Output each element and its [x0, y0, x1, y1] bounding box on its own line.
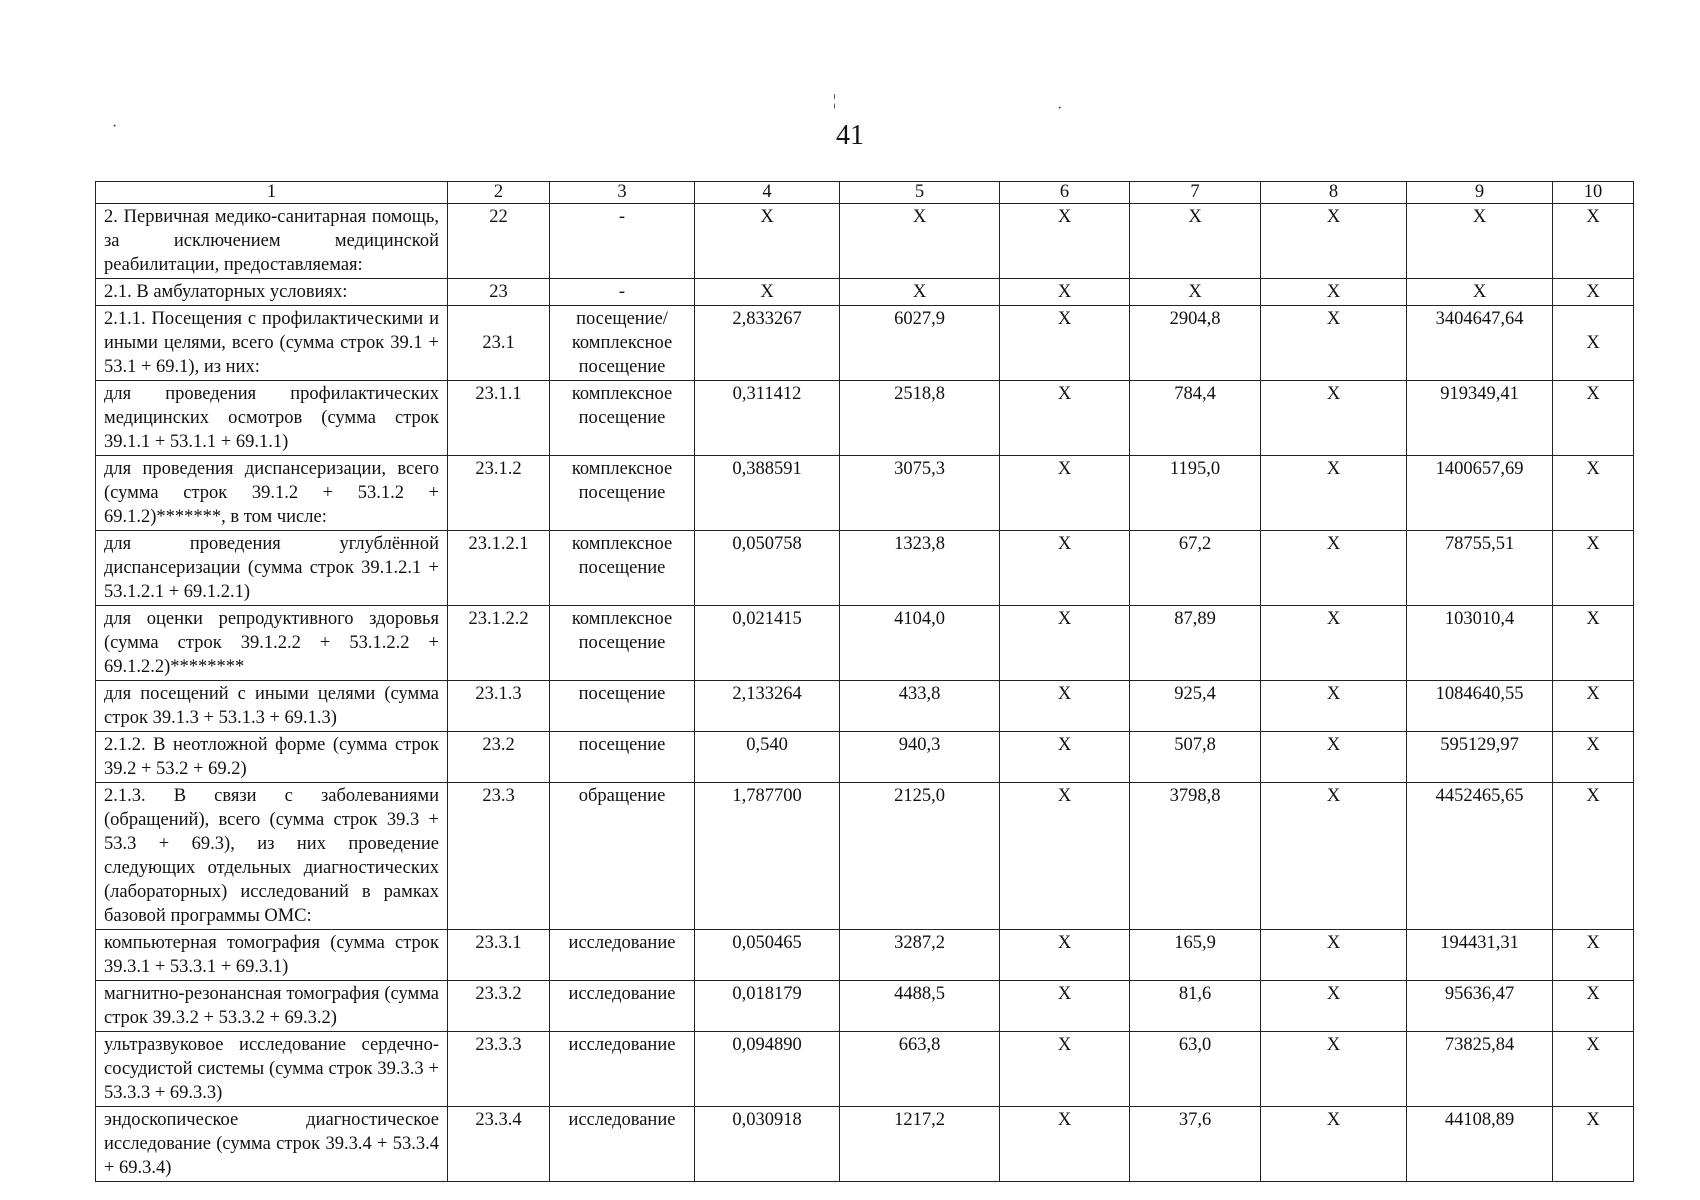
cell-col4: 0,388591	[695, 456, 840, 531]
row-unit: исследование	[550, 1107, 695, 1182]
cell-col7: 165,9	[1130, 930, 1261, 981]
cell-col6: X	[1000, 681, 1130, 732]
row-unit: исследование	[550, 1032, 695, 1107]
cell-col7: 63,0	[1130, 1032, 1261, 1107]
cell-col10: X	[1553, 732, 1634, 783]
cell-col4: 2,833267	[695, 306, 840, 381]
cell-col10: X	[1553, 681, 1634, 732]
cell-col4: 2,133264	[695, 681, 840, 732]
row-code: 23.1.1	[448, 381, 550, 456]
cell-col9: 595129,97	[1407, 732, 1553, 783]
medical-care-volume-table	[95, 181, 1634, 1182]
row-code: 23.3.3	[448, 1032, 550, 1107]
cell-col7: 37,6	[1130, 1107, 1261, 1182]
cell-col8: X	[1261, 306, 1407, 381]
table-row	[96, 279, 1634, 306]
row-unit: посещение	[550, 681, 695, 732]
cell-col6: X	[1000, 930, 1130, 981]
row-code: 23.3.4	[448, 1107, 550, 1182]
cell-col6: X	[1000, 381, 1130, 456]
row-code: 23.1.3	[448, 681, 550, 732]
cell-col9: 919349,41	[1407, 381, 1553, 456]
cell-col7: 1195,0	[1130, 456, 1261, 531]
cell-col8: X	[1261, 606, 1407, 681]
row-unit: исследование	[550, 981, 695, 1032]
cell-col7: 507,8	[1130, 732, 1261, 783]
cell-col10: X	[1553, 1032, 1634, 1107]
cell-col7: 87,89	[1130, 606, 1261, 681]
scan-mark: ¦	[833, 92, 837, 109]
cell-col5: 4488,5	[840, 981, 1000, 1032]
cell-col4: 0,311412	[695, 381, 840, 456]
cell-col8: X	[1261, 930, 1407, 981]
row-unit: посещение/ комплексное посещение	[550, 306, 695, 381]
cell-col6: X	[1000, 531, 1130, 606]
row-name: магнитно-резонансная томография (сумма строк 39.3.2 + 53.3.2 + 69.3.2)	[96, 981, 448, 1032]
cell-col7: X	[1130, 204, 1261, 279]
table-row	[96, 1107, 1634, 1182]
cell-col10: X	[1553, 531, 1634, 606]
table-row	[96, 306, 1634, 381]
column-number: 10	[1553, 182, 1634, 204]
cell-col9: 103010,4	[1407, 606, 1553, 681]
cell-col10: X	[1553, 930, 1634, 981]
cell-col10: X	[1553, 279, 1634, 306]
row-name: 2.1.3. В связи с заболеваниями (обращений), всего (сумма строк 39.3 + 53.3 + 69.3), из них проведение следующих отдельных диагностических (лабораторных) исследований в рамках базовой программы ОМС:	[96, 783, 448, 930]
cell-col5: 2518,8	[840, 381, 1000, 456]
cell-col4: 1,787700	[695, 783, 840, 930]
cell-col4: X	[695, 279, 840, 306]
cell-col10: X	[1553, 783, 1634, 930]
cell-col6: X	[1000, 279, 1130, 306]
cell-col7: 67,2	[1130, 531, 1261, 606]
cell-col7: 925,4	[1130, 681, 1261, 732]
cell-col5: 4104,0	[840, 606, 1000, 681]
table-row	[96, 681, 1634, 732]
cell-col9: X	[1407, 204, 1553, 279]
row-unit: комплексное посещение	[550, 456, 695, 531]
table-row	[96, 732, 1634, 783]
table-row	[96, 930, 1634, 981]
cell-col6: X	[1000, 306, 1130, 381]
row-unit: обращение	[550, 783, 695, 930]
table-row	[96, 981, 1634, 1032]
cell-col10: X	[1553, 204, 1634, 279]
cell-col10: X	[1553, 606, 1634, 681]
cell-col6: X	[1000, 783, 1130, 930]
cell-col7: 2904,8	[1130, 306, 1261, 381]
cell-col10: X	[1553, 981, 1634, 1032]
cell-col8: X	[1261, 681, 1407, 732]
row-code: 23.1	[448, 306, 550, 381]
cell-col10: X	[1553, 456, 1634, 531]
cell-col8: X	[1261, 1032, 1407, 1107]
cell-col4: 0,094890	[695, 1032, 840, 1107]
cell-col7: 3798,8	[1130, 783, 1261, 930]
row-unit: посещение	[550, 732, 695, 783]
column-number: 9	[1407, 182, 1553, 204]
cell-col7: 784,4	[1130, 381, 1261, 456]
cell-col6: X	[1000, 1107, 1130, 1182]
row-name: 2. Первичная медико-санитарная помощь, за исключением медицинской реабилитации, предоставляемая:	[96, 204, 448, 279]
row-name: 2.1.1. Посещения с профилактическими и иными целями, всего (сумма строк 39.1 + 53.1 + 69.1), из них:	[96, 306, 448, 381]
scan-mark: ·	[112, 118, 118, 135]
row-name: компьютерная томография (сумма строк 39.3.1 + 53.3.1 + 69.3.1)	[96, 930, 448, 981]
cell-col9: 78755,51	[1407, 531, 1553, 606]
row-code: 23.1.2.1	[448, 531, 550, 606]
cell-col9: 95636,47	[1407, 981, 1553, 1032]
row-unit: комплексное посещение	[550, 381, 695, 456]
row-name: для проведения профилактических медицинских осмотров (сумма строк 39.1.1 + 53.1.1 + 69.1.1)	[96, 381, 448, 456]
table-row	[96, 531, 1634, 606]
row-code: 23.1.2.2	[448, 606, 550, 681]
column-number: 6	[1000, 182, 1130, 204]
table-row	[96, 1032, 1634, 1107]
table-row	[96, 204, 1634, 279]
row-code: 23.2	[448, 732, 550, 783]
column-number-row	[96, 182, 1634, 204]
cell-col5: 3287,2	[840, 930, 1000, 981]
column-number: 2	[448, 182, 550, 204]
cell-col5: 1217,2	[840, 1107, 1000, 1182]
cell-col5: 3075,3	[840, 456, 1000, 531]
cell-col5: 663,8	[840, 1032, 1000, 1107]
cell-col4: X	[695, 204, 840, 279]
cell-col9: 3404647,64	[1407, 306, 1553, 381]
cell-col8: X	[1261, 1107, 1407, 1182]
row-name: эндоскопическое диагностическое исследование (сумма строк 39.3.4 + 53.3.4 + 69.3.4)	[96, 1107, 448, 1182]
row-code: 23.3	[448, 783, 550, 930]
cell-col8: X	[1261, 456, 1407, 531]
cell-col8: X	[1261, 204, 1407, 279]
cell-col5: 2125,0	[840, 783, 1000, 930]
cell-col6: X	[1000, 732, 1130, 783]
cell-col10: X	[1553, 306, 1634, 381]
cell-col5: 433,8	[840, 681, 1000, 732]
cell-col6: X	[1000, 456, 1130, 531]
cell-col9: 194431,31	[1407, 930, 1553, 981]
row-name: 2.1.2. В неотложной форме (сумма строк 39.2 + 53.2 + 69.2)	[96, 732, 448, 783]
cell-col9: 44108,89	[1407, 1107, 1553, 1182]
row-name: ультразвуковое исследование сердечно-сосудистой системы (сумма строк 39.3.3 + 53.3.3 + 69.3.3)	[96, 1032, 448, 1107]
column-number: 5	[840, 182, 1000, 204]
cell-col6: X	[1000, 1032, 1130, 1107]
cell-col9: X	[1407, 279, 1553, 306]
cell-col4: 0,050465	[695, 930, 840, 981]
cell-col5: X	[840, 279, 1000, 306]
row-name: для посещений с иными целями (сумма строк 39.1.3 + 53.1.3 + 69.1.3)	[96, 681, 448, 732]
cell-col5: 1323,8	[840, 531, 1000, 606]
cell-col8: X	[1261, 981, 1407, 1032]
cell-col9: 1400657,69	[1407, 456, 1553, 531]
row-unit: -	[550, 279, 695, 306]
row-unit: исследование	[550, 930, 695, 981]
cell-col4: 0,030918	[695, 1107, 840, 1182]
cell-col5: X	[840, 204, 1000, 279]
row-unit: комплексное посещение	[550, 531, 695, 606]
cell-col6: X	[1000, 606, 1130, 681]
row-name: для проведения диспансеризации, всего (сумма строк 39.1.2 + 53.1.2 + 69.1.2)*******, в том числе:	[96, 456, 448, 531]
cell-col10: X	[1553, 1107, 1634, 1182]
cell-col6: X	[1000, 204, 1130, 279]
cell-col9: 1084640,55	[1407, 681, 1553, 732]
cell-col5: 6027,9	[840, 306, 1000, 381]
table-row	[96, 606, 1634, 681]
cell-col8: X	[1261, 279, 1407, 306]
row-name: для оценки репродуктивного здоровья (сумма строк 39.1.2.2 + 53.1.2.2 + 69.1.2.2)********	[96, 606, 448, 681]
row-code: 22	[448, 204, 550, 279]
cell-col7: X	[1130, 279, 1261, 306]
row-code: 23.1.2	[448, 456, 550, 531]
row-code: 23	[448, 279, 550, 306]
column-number: 8	[1261, 182, 1407, 204]
cell-col4: 0,540	[695, 732, 840, 783]
cell-col5: 940,3	[840, 732, 1000, 783]
cell-col4: 0,018179	[695, 981, 840, 1032]
table-row	[96, 783, 1634, 930]
row-code: 23.3.2	[448, 981, 550, 1032]
cell-col8: X	[1261, 783, 1407, 930]
row-name: для проведения углублённой диспансеризации (сумма строк 39.1.2.1 + 53.1.2.1 + 69.1.2.1)	[96, 531, 448, 606]
cell-col4: 0,021415	[695, 606, 840, 681]
scan-mark: ·	[1057, 100, 1063, 117]
row-unit: комплексное посещение	[550, 606, 695, 681]
cell-col10: X	[1553, 381, 1634, 456]
column-number: 4	[695, 182, 840, 204]
column-number: 3	[550, 182, 695, 204]
cell-col9: 73825,84	[1407, 1032, 1553, 1107]
row-name: 2.1. В амбулаторных условиях:	[96, 279, 448, 306]
table-row	[96, 456, 1634, 531]
cell-col7: 81,6	[1130, 981, 1261, 1032]
row-code: 23.3.1	[448, 930, 550, 981]
cell-col6: X	[1000, 981, 1130, 1032]
cell-col8: X	[1261, 381, 1407, 456]
cell-col4: 0,050758	[695, 531, 840, 606]
cell-col8: X	[1261, 531, 1407, 606]
column-number: 7	[1130, 182, 1261, 204]
cell-col9: 4452465,65	[1407, 783, 1553, 930]
row-unit: -	[550, 204, 695, 279]
table-row	[96, 381, 1634, 456]
cell-col8: X	[1261, 732, 1407, 783]
page-number: 41	[836, 120, 864, 151]
column-number: 1	[96, 182, 448, 204]
